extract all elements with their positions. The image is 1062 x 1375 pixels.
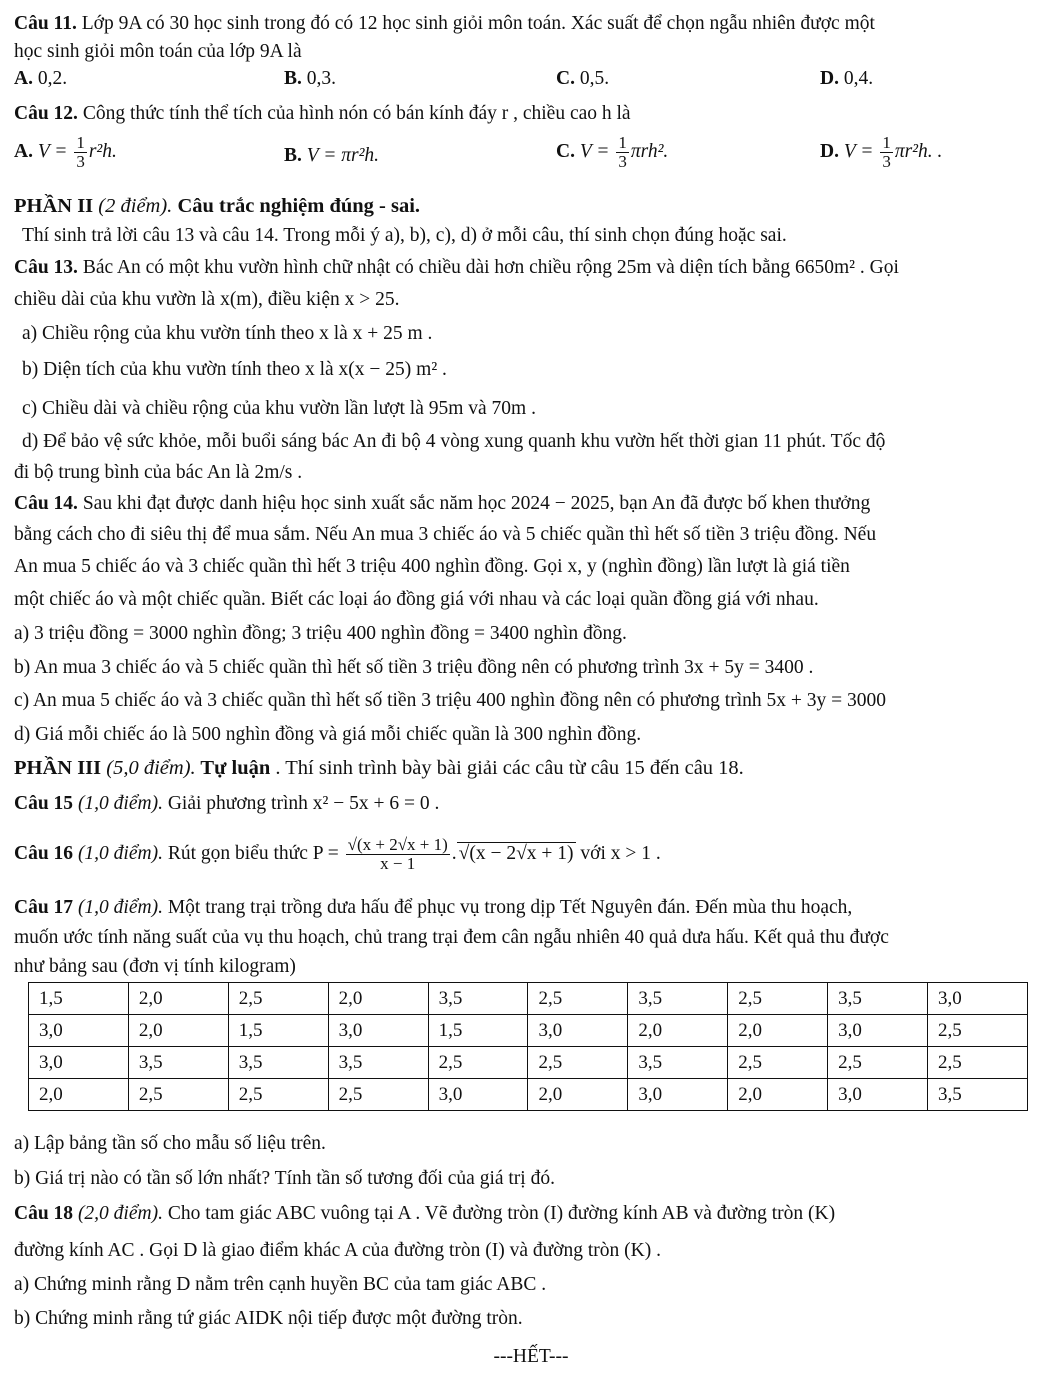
part3-heading: PHẦN III (5,0 điểm). Tự luận . Thí sinh trình bày bài giải các câu từ câu 15 đến câu 18. — [14, 757, 744, 779]
q11-option-b: B. 0,3. — [284, 68, 337, 89]
q13-item-a: a) Chiều rộng của khu vườn tính theo x là x + 25 m . — [22, 323, 433, 344]
q14-item-c: c) An mua 5 chiếc áo và 3 chiếc quần thì hết số tiền 3 triệu 400 nghìn đồng nên có phương trình 5x + 3y = 3000 — [14, 690, 886, 711]
q12-option-a: A. V = $\frac{1}{3}$ r²h. — [14, 133, 117, 171]
q17-line3: như bảng sau (đơn vị tính kilogram) — [14, 956, 296, 977]
q11-option-d: D. 0,4. — [820, 68, 874, 89]
q11-option-a: A. 0,2. — [14, 68, 68, 89]
q12-option-c: C. V = $\frac{1}{3}$ πrh². — [556, 133, 669, 171]
fraction: $\frac{1}{3}$ — [76, 133, 85, 171]
table-cell: 1,5 — [228, 1015, 328, 1047]
table-cell: 2,5 — [328, 1079, 428, 1111]
q11-text1: Lớp 9A có 30 học sinh trong đó có 12 học sinh giỏi môn toán. Xác suất để chọn ngẫu nhiên được một — [76, 13, 875, 34]
table-cell: 3,5 — [828, 983, 928, 1015]
q12-label: Câu 12. — [14, 103, 78, 124]
table-cell: 2,0 — [628, 1015, 728, 1047]
end-marker: ---HẾT--- — [493, 1346, 569, 1367]
table-cell: 3,0 — [29, 1015, 129, 1047]
q14-line4: một chiếc áo và một chiếc quần. Biết các loại áo đồng giá với nhau và các loại quần đồng giá với nhau. — [14, 589, 819, 610]
table-row — [29, 1015, 1028, 1047]
table-cell: 2,5 — [228, 983, 328, 1015]
table-cell: 2,5 — [728, 983, 828, 1015]
q18-line1: Câu 18 (2,0 điểm). Cho tam giác ABC vuông tại A . Vẽ đường tròn (I) đường kính AB và đường tròn (K) — [14, 1203, 836, 1224]
sqrt-expression: √(x − 2√x + 1) — [458, 843, 574, 864]
q15: Câu 15 (1,0 điểm). Giải phương trình x² − 5x + 6 = 0 . — [14, 793, 440, 814]
q14-item-a: a) 3 triệu đồng = 3000 nghìn đồng; 3 triệu 400 nghìn đồng = 3400 nghìn đồng. — [14, 623, 627, 644]
table-cell: 2,0 — [528, 1079, 628, 1111]
q13-item-d-line1: d) Để bảo vệ sức khỏe, mỗi buổi sáng bác An đi bộ 4 vòng xung quanh khu vườn hết thời gian 11 phút. Tốc độ — [22, 431, 886, 452]
table-cell: 2,0 — [29, 1079, 129, 1111]
table-cell: 2,0 — [728, 1015, 828, 1047]
q12-option-b: B. V = πr²h. — [284, 145, 380, 166]
table-cell: 3,0 — [328, 1015, 428, 1047]
q14-item-b: b) An mua 3 chiếc áo và 5 chiếc quần thì hết số tiền 3 triệu đồng nên có phương trình 3x + 5y = 3400 . — [14, 657, 814, 678]
table-cell: 3,0 — [828, 1079, 928, 1111]
q14-item-d: d) Giá mỗi chiếc áo là 500 nghìn đồng và giá mỗi chiếc quần là 300 nghìn đồng. — [14, 724, 642, 745]
table-cell: 2,0 — [128, 983, 228, 1015]
q13-item-c: c) Chiều dài và chiều rộng của khu vườn lần lượt là 95m và 70m . — [22, 398, 536, 419]
table-cell: 1,5 — [428, 1015, 528, 1047]
q12-option-d: D. V = $\frac{1}{3}$ πr²h. . — [820, 133, 943, 171]
table-cell: 3,0 — [528, 1015, 628, 1047]
fraction: $\frac{1}{3}$ — [882, 133, 891, 171]
q13-line2: chiều dài của khu vườn là x(m), điều kiện x > 25. — [14, 289, 400, 310]
table-cell: 3,0 — [828, 1015, 928, 1047]
q18-line2: đường kính AC . Gọi D là giao điểm khác A của đường tròn (I) và đường tròn (K) . — [14, 1240, 661, 1261]
table-cell: 1,5 — [29, 983, 129, 1015]
q18-item-a: a) Chứng minh rằng D nằm trên cạnh huyền BC của tam giác ABC . — [14, 1274, 547, 1295]
q11-option-c: C. 0,5. — [556, 68, 610, 89]
table-cell: 2,5 — [928, 1015, 1028, 1047]
table-cell: 2,5 — [228, 1079, 328, 1111]
table-cell: 3,0 — [29, 1047, 129, 1079]
q14-label: Câu 14. — [14, 493, 78, 514]
table-row — [29, 1079, 1028, 1111]
q12-line1: Câu 12. Công thức tính thể tích của hình nón có bán kính đáy r , chiều cao h là — [14, 103, 631, 124]
q11-line1 — [14, 12, 1048, 36]
q18-item-b: b) Chứng minh rằng tứ giác AIDK nội tiếp được một đường tròn. — [14, 1308, 523, 1329]
table-cell: 2,5 — [828, 1047, 928, 1079]
q11-line2: học sinh giỏi môn toán của lớp 9A là — [14, 41, 302, 62]
table-cell: 2,5 — [528, 983, 628, 1015]
q14-line1: Câu 14. Sau khi đạt được danh hiệu học sinh xuất sắc năm học 2024 − 2025, bạn An đã được bố khen thưởng — [14, 493, 871, 514]
table-cell: 3,5 — [328, 1047, 428, 1079]
fraction: $\frac{1}{3}$ — [618, 133, 627, 171]
table-cell: 3,5 — [128, 1047, 228, 1079]
table-row — [29, 1047, 1028, 1079]
table-cell: 3,0 — [428, 1079, 528, 1111]
q11-label: Câu 11. — [14, 13, 77, 34]
q13-item-d-line2: đi bộ trung bình của bác An là 2m/s . — [14, 462, 303, 483]
part2-instruction: Thí sinh trả lời câu 13 và câu 14. Trong mỗi ý a), b), c), d) ở mỗi câu, thí sinh chọn đúng hoặc sai. — [22, 225, 787, 246]
q17-item-b: b) Giá trị nào có tần số lớn nhất? Tính tần số tương đối của giá trị đó. — [14, 1168, 555, 1189]
table-cell: 2,5 — [728, 1047, 828, 1079]
watermelon-data-table — [28, 982, 1028, 1111]
part2-heading: PHẦN II (2 điểm). Câu trắc nghiệm đúng - sai. — [14, 195, 421, 217]
q13-label: Câu 13. — [14, 257, 78, 278]
table-cell: 2,5 — [128, 1079, 228, 1111]
table-cell: 2,0 — [328, 983, 428, 1015]
q14-line3: An mua 5 chiếc áo và 3 chiếc quần thì hết 3 triệu 400 nghìn đồng. Gọi x, y (nghìn đồng) lần lượt là giá tiền — [14, 556, 850, 577]
table-cell: 3,0 — [628, 1079, 728, 1111]
table-cell: 3,5 — [928, 1079, 1028, 1111]
table-cell: 2,0 — [728, 1079, 828, 1111]
q17-line2: muốn ước tính năng suất của vụ thu hoạch, chủ trang trại đem cân ngẫu nhiên 40 quả dưa hấu. Kết quả thu được — [14, 927, 889, 948]
table-cell: 2,5 — [428, 1047, 528, 1079]
table-cell: 3,5 — [628, 983, 728, 1015]
table-cell: 3,5 — [428, 983, 528, 1015]
table-row — [29, 983, 1028, 1015]
table-cell: 3,0 — [928, 983, 1028, 1015]
table-cell: 2,5 — [528, 1047, 628, 1079]
table-cell: 2,5 — [928, 1047, 1028, 1079]
table-cell: 3,5 — [628, 1047, 728, 1079]
table-cell: 2,0 — [128, 1015, 228, 1047]
table-cell: 3,5 — [228, 1047, 328, 1079]
fraction: $\frac{√(x + 2√x + 1)}{x - 1}$ — [347, 835, 448, 874]
q17-line1: Câu 17 (1,0 điểm). Một trang trại trồng dưa hấu để phục vụ trong dịp Tết Nguyên đán. Đến mùa thu hoạch, — [14, 897, 853, 918]
q16: Câu 16 (1,0 điểm). Rút gọn biểu thức P = $\frac{√(x + 2√x + 1)}{x - 1}$ . √(x − 2√x + 1) với x > 1 . — [14, 835, 661, 874]
q14-line2: bằng cách cho đi siêu thị để mua sắm. Nếu An mua 3 chiếc áo và 5 chiếc quần thì hết số tiền 3 triệu đồng. Nếu — [14, 524, 877, 545]
q13-item-b: b) Diện tích của khu vườn tính theo x là x(x − 25) m² . — [22, 359, 447, 380]
q17-item-a: a) Lập bảng tần số cho mẫu số liệu trên. — [14, 1133, 326, 1154]
q13-line1: Câu 13. Bác An có một khu vườn hình chữ nhật có chiều dài hơn chiều rộng 25m và diện tích bằng 6650m² . Gọi — [14, 257, 899, 278]
